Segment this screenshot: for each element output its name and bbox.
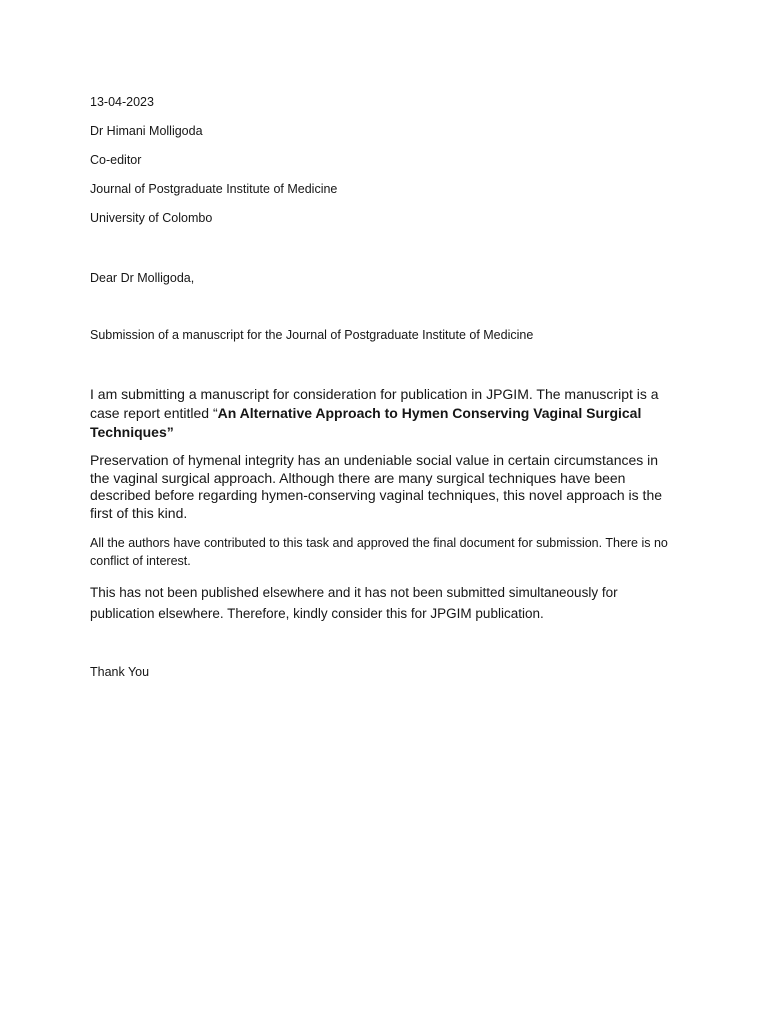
body-paragraph-publication: This has not been published elsewhere and it has not been submitted simultaneously for publication elsewhere. Therefore, kindly consider this for JPGIM publication.	[90, 585, 618, 621]
subject-line: Submission of a manuscript for the Journal of Postgraduate Institute of Medicine	[90, 328, 534, 342]
letter-date: 13-04-2023	[90, 95, 154, 109]
intro-paragraph	[90, 385, 680, 442]
body-paragraph-preservation: Preservation of hymenal integrity has an undeniable social value in certain circumstances in the vaginal surgical approach. Although there are many surgical techniques have been described before regarding hymen-conserving vaginal techniques, this novel approach is the first of this kind.	[90, 452, 663, 521]
recipient-name: Dr Himani Molligoda	[90, 124, 203, 138]
manuscript-title: An Alternative Approach to Hymen Conserving Vaginal Surgical Techniques”	[90, 405, 642, 440]
recipient-university: University of Colombo	[90, 211, 213, 225]
salutation: Dear Dr Molligoda,	[90, 271, 195, 285]
closing: Thank You	[90, 665, 150, 679]
body-paragraph-authors: All the authors have contributed to this task and approved the final document for submission. There is no conflict of interest.	[90, 536, 668, 568]
recipient-journal: Journal of Postgraduate Institute of Medicine	[90, 182, 338, 196]
intro-text: I am submitting a manuscript for consideration for publication in JPGIM. The manuscript is a case report entitled “	[90, 386, 659, 421]
recipient-role: Co-editor	[90, 153, 142, 167]
